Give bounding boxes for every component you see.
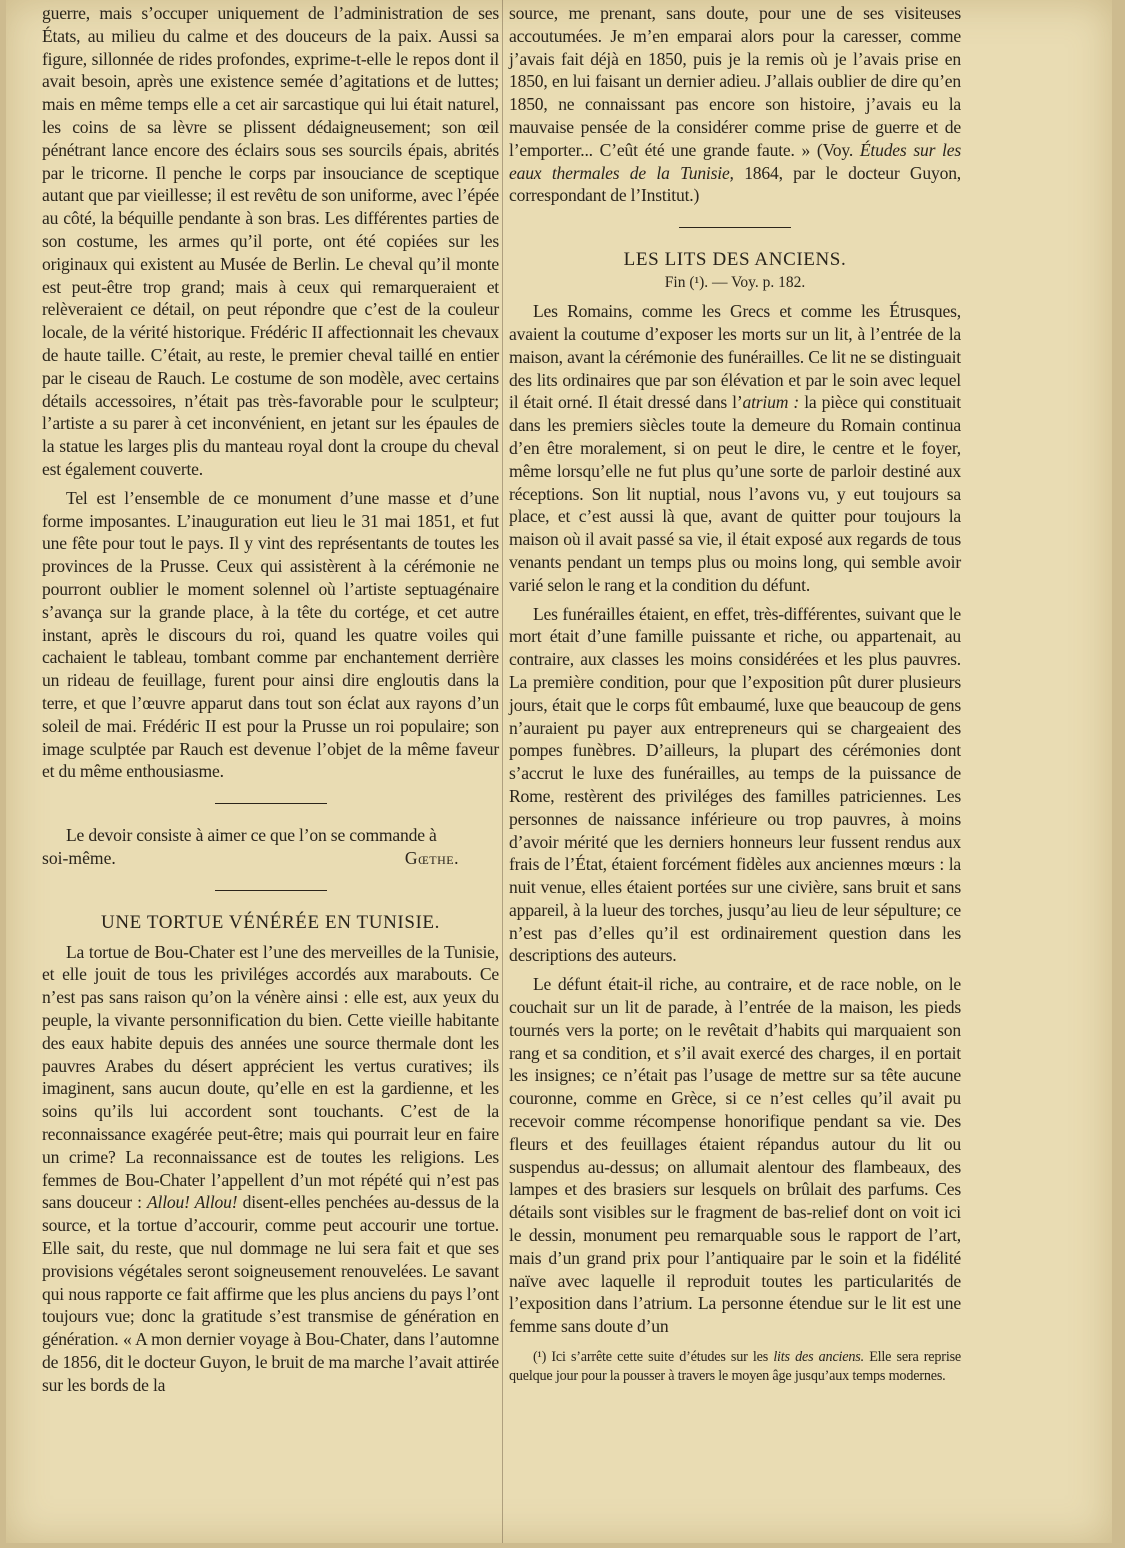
right-column — [509, 2, 961, 1386]
beds-article-subtitle: Fin (¹). — Voy. p. 182. — [664, 274, 806, 292]
beds-article-title: LES LITS DES ANCIENS. — [623, 249, 847, 271]
tortoise-text-a: La tortue de Bou-Chater est l’une des merveilles de la Tunisie, et elle jouit de tous les priviléges accordés aux marabouts. Ce n’est pas sans raison qu’on la vénère ainsi : elle est, aux yeux du peuple, la vivante personnification du bien. Cette vieille habitante des eaux habite depuis des années une source thermale dont les pauvres Arabes du désert apprécient les vertus curatives; ils imaginent, sans aucun doute, qu’elle en est la gardienne, et les soins qu’ils lui accordent sont touchants. C’est de la reconnaissance exagérée peut-être; mais qui pourrait leur en faire un crime? La reconnaissance est de toutes les religions. Les femmes de Bou-Chater l’appellent d’un mot répété qui n’est pas sans douceur : — [42, 941, 499, 1213]
footnote-text-a: (¹) Ici s’arrête cette suite d’études sur les — [533, 1349, 769, 1366]
column-divider — [502, 0, 503, 1543]
goethe-quote-end — [42, 847, 499, 870]
quote-end-text: soi-même. — [42, 847, 116, 868]
goethe-quote: Le devoir consiste à aimer ce que l’on se commande à — [66, 825, 437, 846]
footnote — [509, 1348, 961, 1386]
inauguration-paragraph: Tel est l’ensemble de ce monument d’une masse et d’une forme imposantes. L’inauguration eut lieu le 31 mai 1851, et fut une fête pour tout le pays. Il y vint des représentants de toutes les provinces de la Prusse. Ceux qui assistèrent à la cérémonie ne pourront oublier le moment solennel où l’artiste septuagénaire s’avança sur la grande place, à la tête du cortége, et cet autre instant, après le discours du roi, quand les quatre voiles qui cachaient le tableau, tombant comme par enchantement derrière un rideau de feuillage, furent pour ainsi dire engloutis dans la terre, et que l’œuvre apparut dans tout son éclat aux rayons d’un soleil de mai. Frédéric II est pour la Prusse un roi populaire; son image sculptée par Rauch est devenue l’objet de la même faveur et du même enthousiasme. — [42, 487, 499, 782]
atrium-word: atrium : — [742, 392, 800, 413]
footnote-ital: lits des anciens. — [773, 1349, 864, 1366]
tortoise-paragraph — [42, 941, 499, 1397]
romans-paragraph — [509, 300, 961, 596]
footnote-text-b: Elle sera reprise quelque jour pour la pousser à travers le moyen âge jusqu’aux temps modernes. — [509, 1349, 961, 1385]
romans-text-a: Les Romains, comme les Grecs et comme les Étrusques, avaient la coutume d’exposer les morts sur un lit, à l’entrée de la maison, avant la cérémonie des funérailles. Ce lit ne se distinguait des lits ordinaires que par son élévation et par le soin avec lequel il était orné. Il était dressé dans l’ — [509, 301, 961, 413]
rich-deceased-paragraph: Le défunt était-il riche, au contraire, et de race noble, on le couchait sur un lit de parade, à l’entrée de la maison, les pieds tournés vers la porte; on le revêtait d’habits qui marquaient son rang et sa condition, et s’il avait exercé des charges, il en portait les insignes; ce n’était pas l’usage de mettre sur sa tête aucune couronne, comme en Grèce, si ce n’est celles qu’il avait pu recevoir comme récompense honorifique pendant sa vie. Des fleurs et des feuillages étaient répandus autour du lit ou suspendus au-dessus; on allumait alentour des flambeaux, des lampes et des brasiers sur lesquels on brûlait des parfums. Ces détails sont visibles sur le fragment de bas-relief dont on voit ici le dessin, monument peu remarquable sous le rapport de l’art, mais d’un grand prix pour l’antiquaire par le soin et la fidélité naïve avec laquelle il reproduit toutes les particularités de l’exposition dans l’atrium. La personne étendue sur le lit est une femme sans doute d’un — [509, 974, 961, 1337]
section-separator — [679, 227, 791, 228]
continuation-text-a: source, me prenant, sans doute, pour une de ses visiteuses accoutumées. Je m’en emparai alors pour la caresser, comme j’avais fait déjà en 1850, puis je la remis où je l’avais prise en 1850, en lui faisant un dernier adieu. J’allais oublier de dire qu’en 1850, ne connaissant pas encore son histoire, j’avais eu la mauvaise pensée de la considérer comme prise de guerre et de l’emporter... C’eût été une grande faute. » (Voy. — [509, 3, 961, 160]
funerals-paragraph: Les funérailles étaient, en effet, très-différentes, suivant que le mort était d’une famille puissante et riche, ou appartenait, au contraire, aux classes les moins considérées et les plus pauvres. La première condition, pour que l’exposition pût durer plusieurs jours, était que le corps fût embaumé, luxe que beaucoup de gens n’auraient pu payer aux entrepreneurs qui se chargeaient des pompes funèbres. D’ailleurs, la plupart des cérémonies dont s’accrut le luxe des funérailles, au temps de la puissance de Rome, restèrent des priviléges des familles patriciennes. Les personnes de naissance inférieure ou trop pauvres, à moins d’avoir mérité que les derniers honneurs leur fussent rendus aux frais de l’État, étaient forcément fidèles aux anciennes mœurs : la nuit venue, elles étaient portées sur une civière, sans bruit et sans appareil, à la lueur des torches, jusqu’au lieu de leur sépulture; ce n’est pas d’elles qu’il est ordinairement question dans les descriptions des auteurs. — [509, 603, 961, 966]
continuation-book-title: Études sur les eaux thermales de la Tunisie, — [509, 139, 961, 183]
section-separator — [215, 890, 327, 891]
frederic-statue-paragraph: guerre, mais s’occuper uniquement de l’administration de ses États, au milieu du calme et des douceurs de la paix. Aussi sa figure, sillonnée de rides profondes, exprime-t-elle le repos dont il avait besoin, après une existence semée d’agitations et de luttes; mais en même temps elle a cet air sarcastique qui lui était naturel, les coins de sa lèvre se plissent dédaigneusement; son œil pénétrant lance encore des éclairs sous ses sourcils épais, abrités par le tricorne. Il penche le corps par insouciance de sceptique autant que par vieillesse; il est revêtu de son uniforme, avec l’épée au côté, la béquille pendante à son bras. Les différentes parties de son costume, les armes qu’il porte, ont été copiées sur les originaux qui existent au Musée de Berlin. Le cheval qu’il monte est peut-être trop grand; mais à ceux qui remarqueraient et relèveraient ce détail, on peut répondre que c’est de la couleur locale, de la vérité historique. Frédéric II affectionnait les chevaux de haute taille. C’était, au reste, le premier cheval taillé en entier par le ciseau de Rauch. Le costume de son modèle, avec certains détails accessoires, n’était pas très-favorable pour le sculpteur; l’artiste a su parer à cet inconvénient, en jetant sur les épaules de la statue les larges plis du manteau royal dont la croupe du cheval est également couverte. — [42, 3, 499, 479]
section-separator — [215, 803, 327, 804]
newspaper-page — [6, 0, 1112, 1543]
tortoise-article-title: UNE TORTUE VÉNÉRÉE EN TUNISIE. — [101, 911, 440, 933]
left-column — [42, 2, 499, 1397]
tortoise-call: Allou! Allou! — [147, 1192, 238, 1213]
tortoise-continuation — [509, 2, 961, 207]
tortoise-text-b: disent-elles penchées au-dessus de la source, et la tortue d’accourir, comme peut accourir une tortue. Elle sait, du reste, que nul dommage ne lui sera fait et que ses provisions végétales seront soigneusement renouvelées. Le savant qui nous rapporte ce fait affirme que les plus anciens du pays l’ont toujours vue; donc la gratitude s’est transmise de génération en génération. « A mon dernier voyage à Bou-Chater, dans l’automne de 1856, dit le docteur Guyon, le bruit de ma marche l’avait attirée sur les bords de la — [42, 1192, 500, 1395]
romans-text-b: la pièce qui constituait dans les premiers siècles toute la demeure du Romain continua d’en être moralement, si on peut le dire, le centre et le foyer, même lorsqu’elle ne fut plus qu’une sorte de parloir destiné aux réceptions. Son lit nuptial, nous l’avons vu, y eut toujours sa place, et c’est aussi là que, avant de quitter pour toujours la maison où il avait passé sa vie, il était exposé aux regards de tous venants pendant un temps plus ou moins long, qui semble avoir varié selon le rang et la condition du défunt. — [509, 392, 961, 595]
continuation-text-b: 1864, par le docteur Guyon, correspondant de l’Institut.) — [509, 162, 962, 206]
quote-author: Gœthe. — [404, 847, 459, 868]
